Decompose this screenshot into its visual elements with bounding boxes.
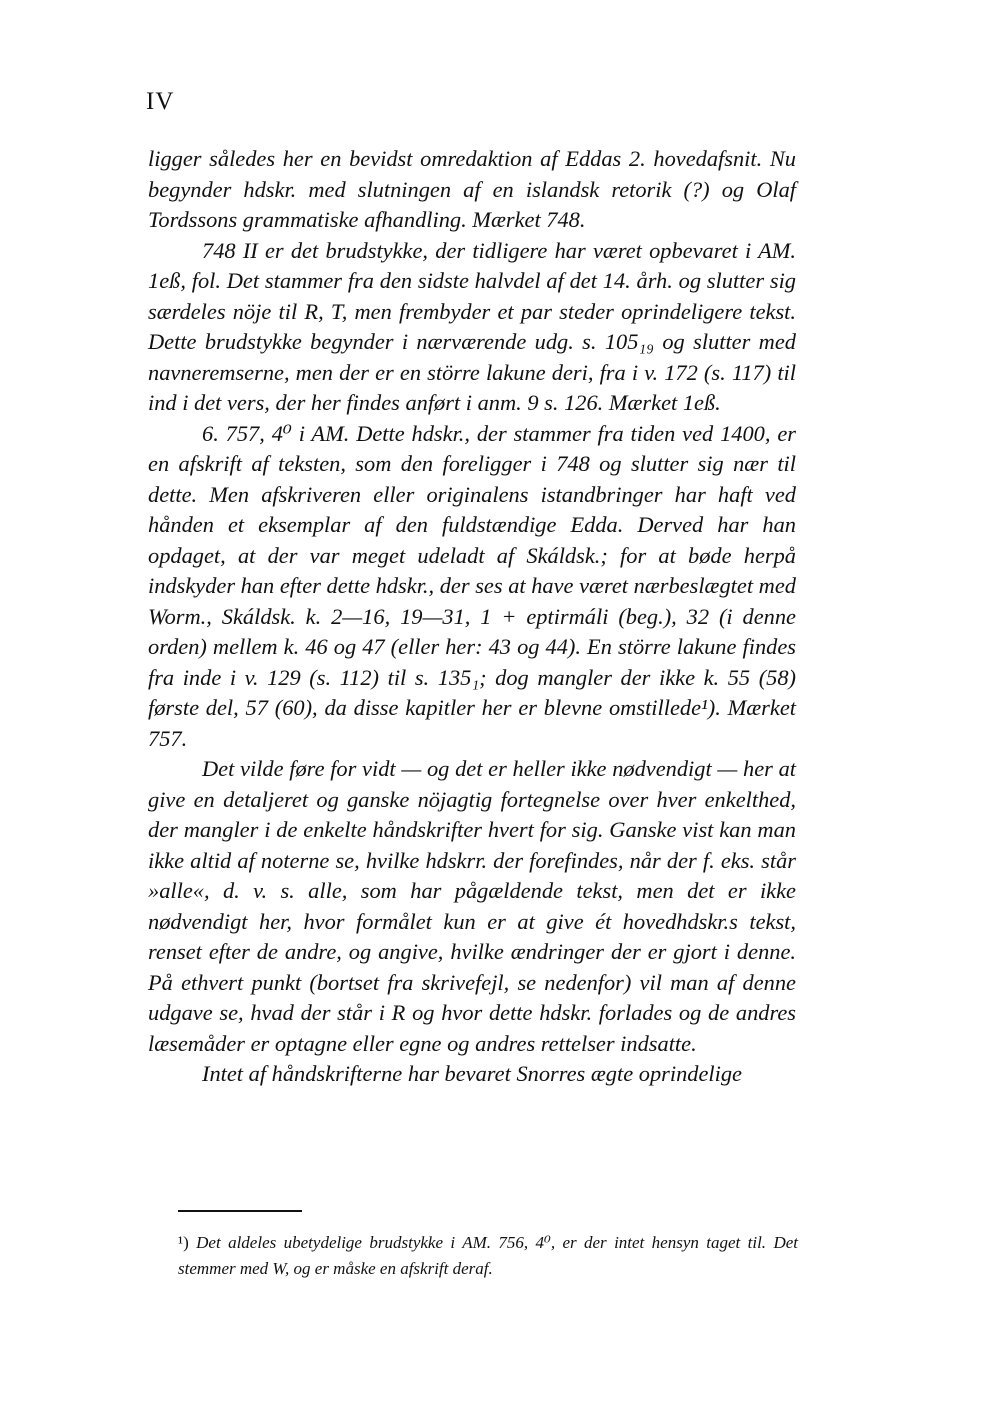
page-number: IV [146,88,175,115]
paragraph-continuation: ligger således her en bevidst omredaktion af Eddas 2. hovedafsnit. Nu begynder hdskr. med slutningen af en islandsk retorik (?) og Olaf Tordssons grammatiske afhandling. Mærket 748. [148,146,796,232]
footnote-divider [178,1210,302,1212]
footnote-paragraph [178,1230,798,1282]
footnote-marker: ¹) [178,1233,189,1252]
paragraph-intet: Intet af håndskrifterne har bevaret Snorres ægte oprindelige [202,1061,742,1086]
paragraph-748-ii: 748 II er det brudstykke, der tidligere har været opbevaret i AM. 1eß, fol. Det stammer fra den sidste halvdel af det 14. årh. og slutter sig særdeles nöje til R, T, men frembyder et par steder oprindeligere tekst. Dette brudstykke begynder i nærværende udg. s. 105₁₉ og slutter med navneremserne, men der er en större lakune deri, fra i v. 172 (s. 117) til ind i det vers, der her findes anført i anm. 9 s. 126. Mærket 1eß. [148,237,796,415]
body-text [148,144,796,1090]
paragraph-detail-note: Det vilde føre for vidt — og det er heller ikke nødvendigt — her at give en detaljeret og ganske nöjagtig fortegnelse over hver enkelthed, der mangler i de enkelte håndskrifter hvert for sig. Ganske vist kan man ikke altid af noterne se, hvilke hdskrr. der forefindes, når der f. eks. står »alle«, d. v. s. alle, som har pågældende tekst, men det er ikke nødvendigt her, hvor formålet kun er at give ét hovedhdskr.s tekst, renset efter de andre, og angive, hvilke ændringer der er gjort i denne. På ethvert punkt (bortset fra skrivefejl, se nedenfor) vil man af denne udgave se, hvad der står i R og hvor dette hdskr. forlades og de andres læsemåder er optagne eller egne og andres rettelser indsatte. [148,756,796,1056]
footnote [178,1230,798,1282]
footnote-text: Det aldeles ubetydelige brudstykke i AM. 756, 4⁰, er der intet hensyn taget til. Det stemmer med W, og er måske en afskrift deraf. [178,1233,798,1278]
paragraph-757: 6. 757, 4⁰ i AM. Dette hdskr., der stammer fra tiden ved 1400, er en afskrift af teksten, som den foreligger i 748 og slutter sig nær til dette. Men afskriveren eller originalens istandbringer har haft ved hånden et eksemplar af den fuldstændige Edda. Derved har han opdaget, at der var meget udeladt af Skáldsk.; for at bøde herpå indskyder han efter dette hdskr., der ses at have været nærbeslægtet med Worm., Skáldsk. k. 2—16, 19—31, 1 + eptirmáli (beg.), 32 (i denne orden) mellem k. 46 og 47 (eller her: 43 og 44). En större lakune findes fra inde i v. 129 (s. 112) til s. 135₁; dog mangler der ikke k. 55 (58) første del, 57 (60), da disse kapitler her er blevne omstillede¹). Mærket 757. [148,420,796,751]
